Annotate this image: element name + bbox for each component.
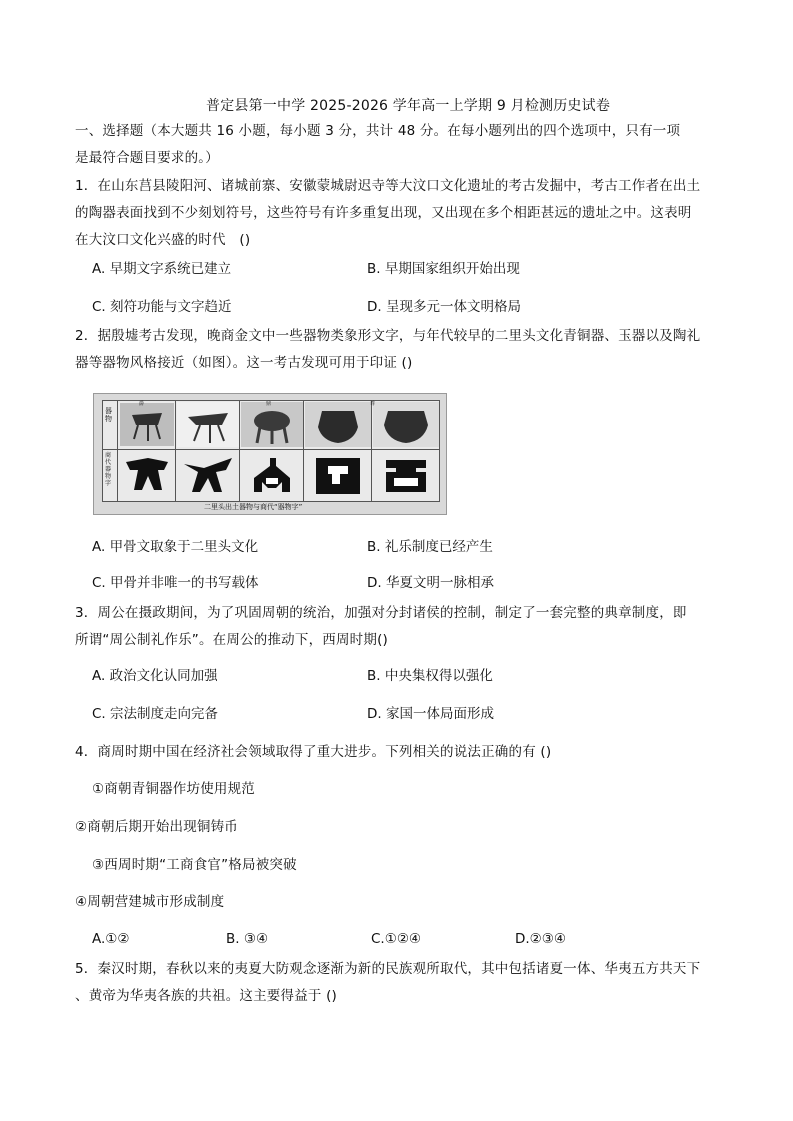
figure-header-ding: 鼎 [266, 401, 272, 407]
q3-stem-line1: 3．周公在摄政期间，为了巩固周朝的统治，加强对分封诸侯的控制，制定了一套完整的典章制度，即 [75, 605, 687, 621]
artifact-cell-1 [117, 401, 175, 449]
q5-stem-line1: 5．秦汉时期，春秋以来的夷夏大防观念逐渐为新的民族观所取代，其中包括诸夏一体、华夷五方共天下 [75, 961, 701, 977]
q2-stem-line2: 器等器物风格接近（如图）。这一考古发现可用于印证 () [75, 355, 413, 371]
q3-stem-line2: 所谓“周公制礼作乐”。在周公的推动下，西周时期() [75, 632, 389, 648]
artifact-cell-5 [371, 401, 439, 449]
figure-side-label-bottom: 商代器物字 [105, 452, 112, 487]
q1-stem-line2: 的陶器表面找到不少刻划符号，这些符号有许多重复出现，又出现在多个相距甚远的遗址之中。这表明 [75, 205, 692, 221]
q2-option-d[interactable]: D. 华夏文明一脉相承 [367, 575, 494, 591]
q2-figure-bronze-vessels [93, 393, 447, 515]
q1-option-b[interactable]: B. 早期国家组织开始出现 [367, 261, 520, 277]
q1-stem-line1: 1．在山东莒县陵阳河、诸城前寨、安徽蒙城尉迟寺等大汶口文化遗址的考古发掘中，考古工作者在出土 [75, 178, 701, 194]
q1-option-d[interactable]: D. 呈现多元一体文明格局 [367, 299, 521, 315]
ding-glyph-icon [240, 450, 304, 501]
q2-option-c[interactable]: C. 甲骨并非唯一的书写载体 [92, 575, 259, 591]
q1-option-a[interactable]: A. 早期文字系统已建立 [92, 261, 232, 277]
q5-stem-line2: 、黄帝为华夷各族的共祖。这主要得益于 () [75, 988, 338, 1004]
glyph-cell-4 [303, 450, 371, 501]
ding-vessel-image [240, 401, 304, 448]
figure-header-zun: 尊 [370, 401, 376, 407]
q2-stem-line1: 2．据殷墟考古发现，晚商金文中一些器物类象形文字，与年代较早的二里头文化青铜器、玉器以及陶礼 [75, 328, 701, 344]
q4-option-b[interactable]: B. ③④ [226, 931, 269, 947]
zun-vessel-image [304, 401, 372, 448]
q4-statement-2: ②商朝后期开始出现铜铸币 [75, 819, 239, 835]
q2-option-a[interactable]: A. 甲骨文取象于二里头文化 [92, 539, 259, 555]
figure-caption: 二里头出土器物与商代“器物字” [204, 503, 303, 511]
glyph-cell-3 [239, 450, 303, 501]
q4-statement-4: ④周朝营建城市形成制度 [75, 894, 225, 910]
glyph-cell-1 [117, 450, 175, 501]
glyph-cell-5 [371, 450, 439, 501]
q1-stem-line3: 在大汶口文化兴盛的时代 () [75, 232, 251, 248]
figure-row-characters [103, 450, 439, 501]
exam-title: 普定县第一中学 2025-2026 学年高一上学期 9 月检测历史试卷 [206, 98, 611, 114]
q3-option-a[interactable]: A. 政治文化认同加强 [92, 668, 218, 684]
q4-option-d[interactable]: D.②③④ [515, 931, 566, 947]
q3-option-c[interactable]: C. 宗法制度走向完备 [92, 706, 219, 722]
figure-table [102, 400, 440, 502]
figure-row-artifacts [103, 401, 439, 450]
zun-glyph-icon [304, 450, 372, 501]
jue-glyph-icon [176, 450, 240, 501]
figure-header-jue: 爵 [139, 401, 145, 407]
artifact-cell-2 [175, 401, 239, 449]
figure-side-label-top: 器物 [105, 407, 112, 423]
section-instruction-line1: 一、选择题（本大题共 16 小题，每小题 3 分，共计 48 分。在每小题列出的四个选项中，只有一项 [75, 123, 681, 139]
q4-option-c[interactable]: C.①②④ [371, 931, 422, 947]
jue-glyph-icon [118, 450, 176, 501]
q4-option-a[interactable]: A.①② [92, 931, 130, 947]
zun-glyph-icon [372, 450, 440, 501]
artifact-cell-3 [239, 401, 303, 449]
section-instruction-line2: 是最符合题目要求的。） [75, 150, 219, 166]
q3-option-b[interactable]: B. 中央集权得以强化 [367, 668, 493, 684]
q1-option-c[interactable]: C. 刻符功能与文字趋近 [92, 299, 232, 315]
zun-vessel-image [372, 401, 440, 448]
artifact-cell-4 [303, 401, 371, 449]
q4-statement-1: ①商朝青铜器作坊使用规范 [92, 781, 256, 797]
jue-vessel-image [176, 401, 240, 448]
jue-vessel-image [118, 401, 176, 448]
q4-statement-3: ③西周时期“工商食官”格局被突破 [92, 857, 297, 873]
q3-option-d[interactable]: D. 家国一体局面形成 [367, 706, 494, 722]
q4-stem: 4．商周时期中国在经济社会领域取得了重大进步。下列相关的说法正确的有 () [75, 744, 552, 760]
q2-option-b[interactable]: B. 礼乐制度已经产生 [367, 539, 493, 555]
glyph-cell-2 [175, 450, 239, 501]
